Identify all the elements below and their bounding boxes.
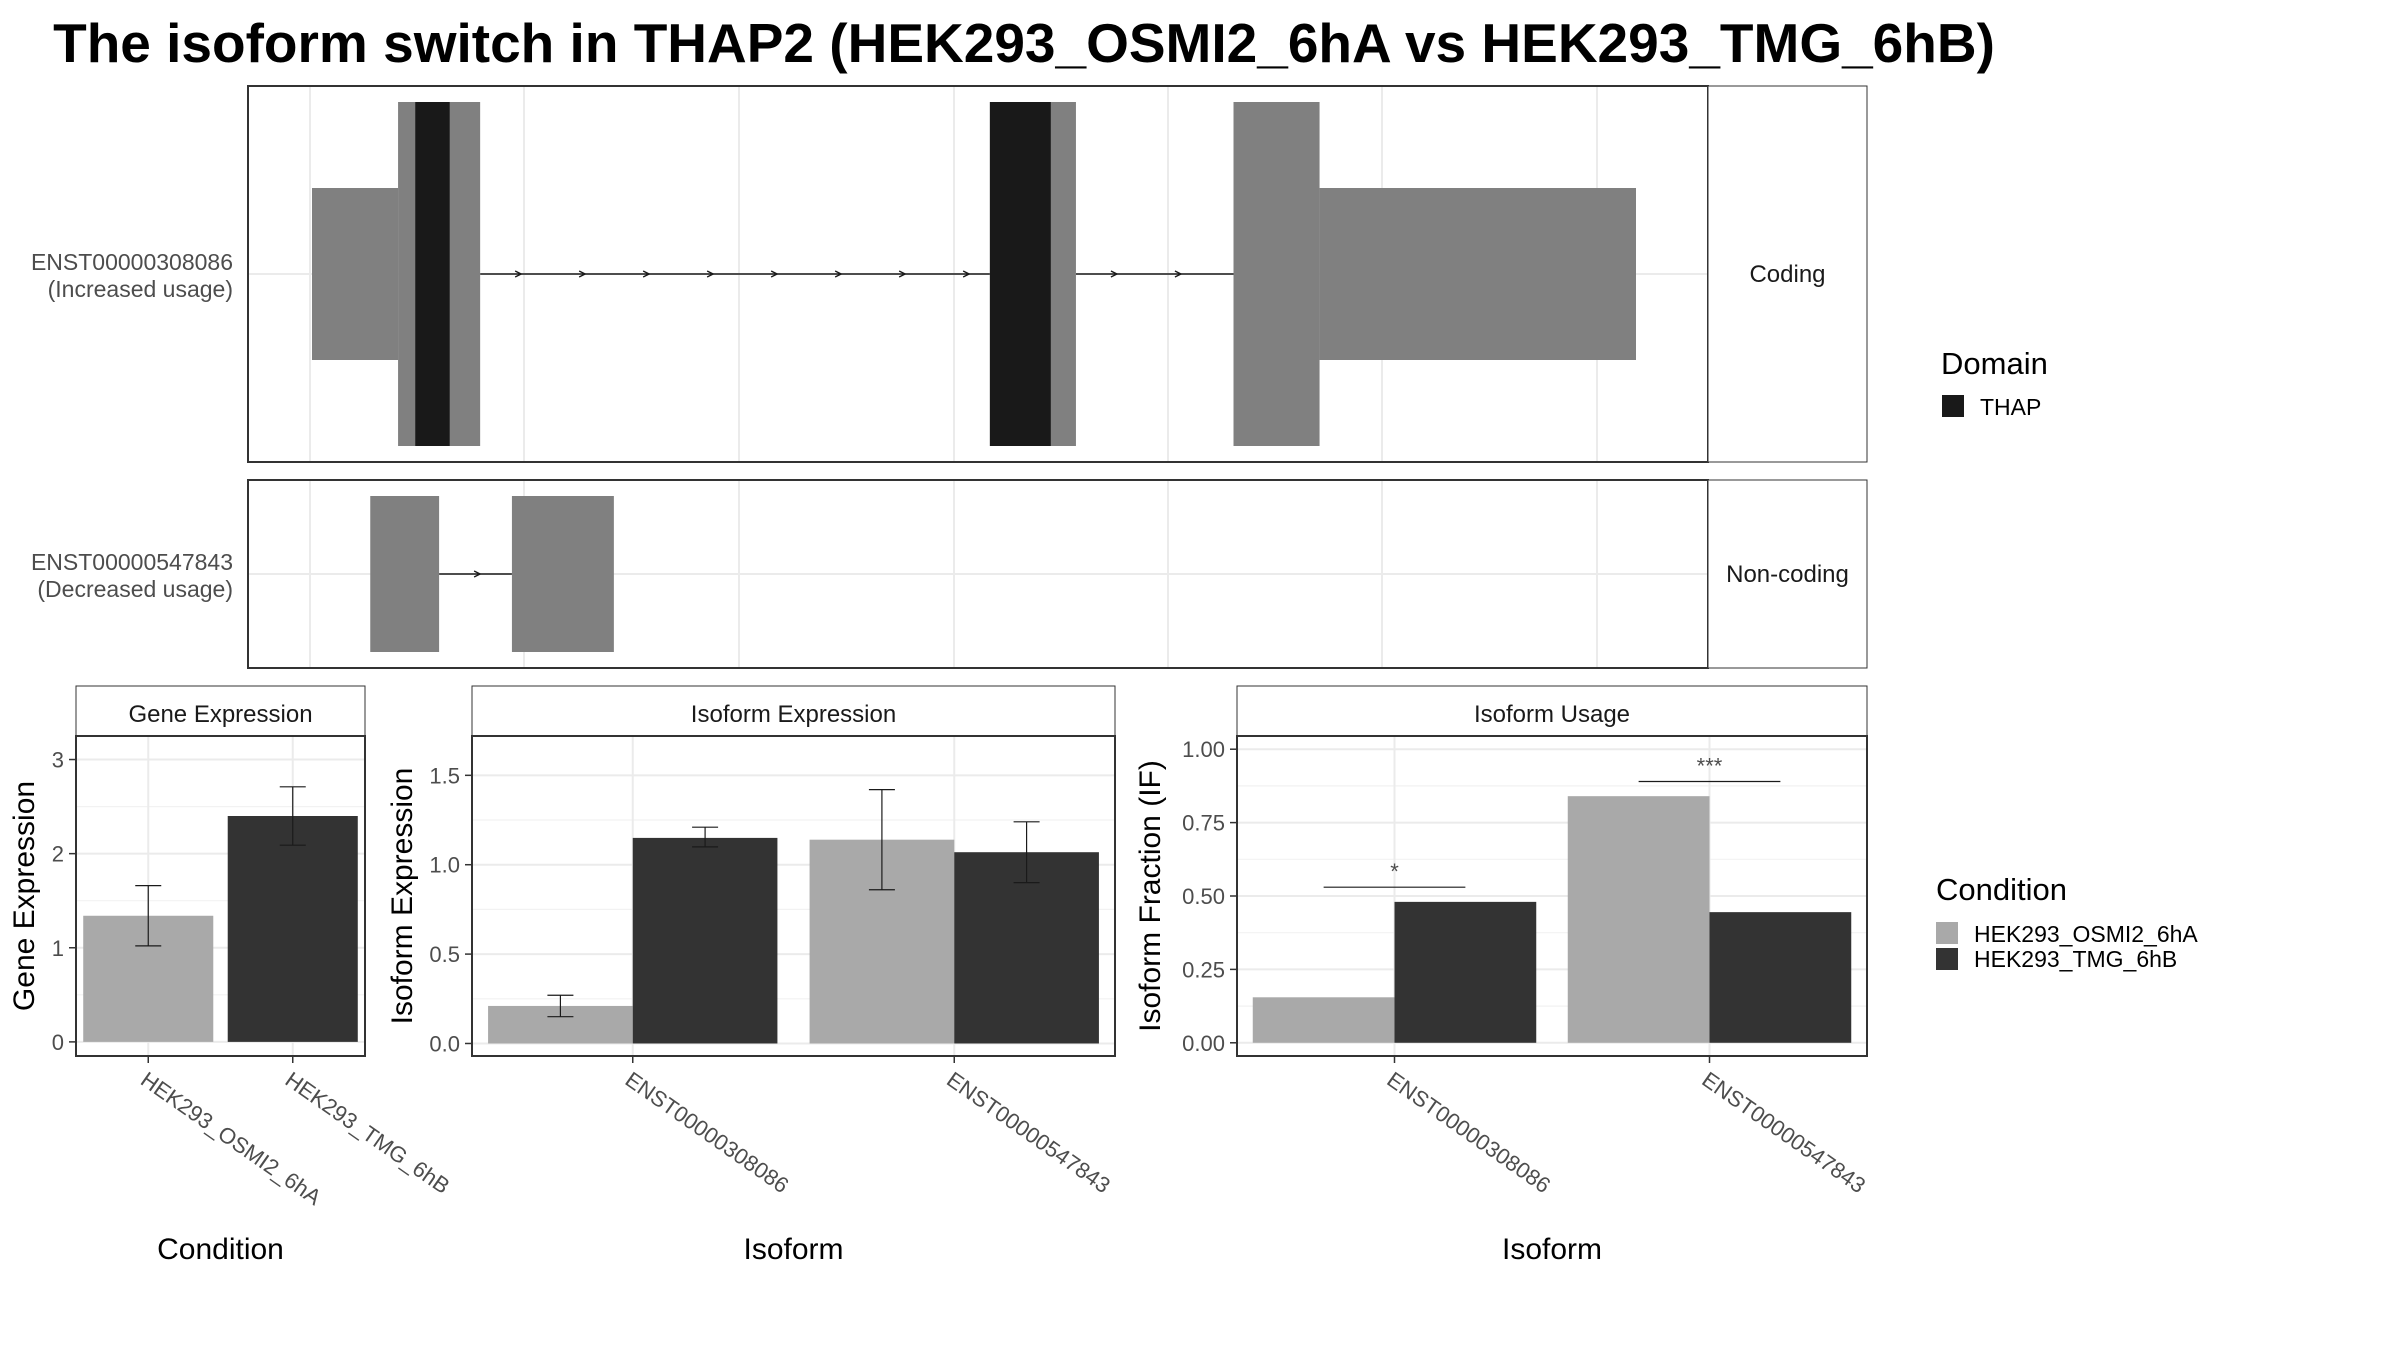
x-tick-label: ENST00000547843 (1697, 1066, 1871, 1199)
y-tick-label: 0.5 (429, 942, 460, 968)
y-axis-title: Isoform Expression (386, 767, 419, 1025)
domain-thap (415, 102, 449, 446)
y-tick-label: 0.0 (429, 1031, 460, 1057)
bar (1568, 796, 1710, 1043)
y-tick-label: 2 (51, 841, 64, 867)
y-tick-label: 0.75 (1182, 810, 1225, 836)
coding-strip-label: Non-coding (1726, 561, 1849, 588)
bar (1253, 997, 1395, 1043)
transcript-id-label: ENST00000308086 (30, 249, 233, 275)
domain-legend-label-thap: THAP (1980, 394, 2042, 420)
significance-label: * (1390, 859, 1399, 885)
x-tick-label: ENST00000547843 (942, 1066, 1115, 1199)
condition-legend-label-b: HEK293_TMG_6hB (1974, 946, 2178, 972)
panel-strip-label: Gene Expression (128, 701, 313, 728)
y-tick-label: 1.0 (429, 852, 460, 878)
condition-legend-key-a (1936, 922, 1958, 944)
y-tick-label: 0.00 (1182, 1030, 1225, 1056)
y-axis-title: Isoform Fraction (IF) (1134, 760, 1167, 1032)
bar (228, 816, 358, 1042)
y-tick-label: 0.25 (1182, 957, 1225, 983)
domain-thap (990, 102, 1051, 446)
bar (1395, 902, 1537, 1043)
exon-cds (1234, 102, 1320, 446)
significance-label: *** (1696, 753, 1723, 779)
y-tick-label: 0.50 (1182, 884, 1225, 909)
x-axis-title: Isoform (1501, 1233, 1603, 1266)
exon-utr (1320, 188, 1636, 360)
y-tick-label: 1.00 (1182, 737, 1225, 763)
exon-utr (312, 188, 398, 360)
x-tick-label: ENST00000308086 (1382, 1066, 1556, 1199)
y-tick-label: 1 (51, 935, 64, 961)
y-tick-label: 3 (51, 747, 64, 773)
coding-strip-label: Coding (1749, 261, 1826, 288)
x-axis-title: Isoform (743, 1233, 844, 1266)
transcript-row-ENST00000547843 (31, 480, 1867, 668)
y-tick-label: 0 (51, 1029, 64, 1055)
panel-strip-label: Isoform Usage (1473, 701, 1631, 728)
bar (633, 838, 778, 1044)
bar (1710, 912, 1852, 1043)
exon-noncoding (370, 496, 439, 652)
condition-legend-title: Condition (1936, 872, 2067, 907)
transcript-structure-panel (31, 86, 1867, 668)
transcript-id-label: ENST00000547843 (30, 549, 233, 575)
y-axis-title: Gene Expression (8, 780, 41, 1012)
transcript-row-ENST00000308086 (31, 86, 1867, 462)
panel-strip-label: Isoform Expression (690, 701, 897, 728)
x-axis-title: Condition (157, 1233, 284, 1266)
y-tick-label: 1.5 (429, 763, 460, 789)
x-tick-label: HEK293_TMG_6hB (280, 1066, 455, 1199)
figure-title: The isoform switch in THAP2 (HEK293_OSMI2_6hA vs HEK293_TMG_6hB) (53, 12, 1995, 74)
domain-legend-key-thap (1942, 395, 1964, 417)
condition-legend-key-b (1936, 948, 1958, 970)
condition-legend-label-a: HEK293_OSMI2_6hA (1974, 921, 2198, 947)
exon-noncoding (512, 496, 614, 652)
transcript-usage-label: (Increased usage) (47, 276, 233, 302)
x-tick-label: ENST00000308086 (620, 1066, 794, 1199)
transcript-usage-label: (Decreased usage) (37, 576, 233, 602)
x-tick-label: HEK293_OSMI2_6hA (136, 1066, 326, 1210)
domain-legend-title: Domain (1941, 346, 2048, 381)
